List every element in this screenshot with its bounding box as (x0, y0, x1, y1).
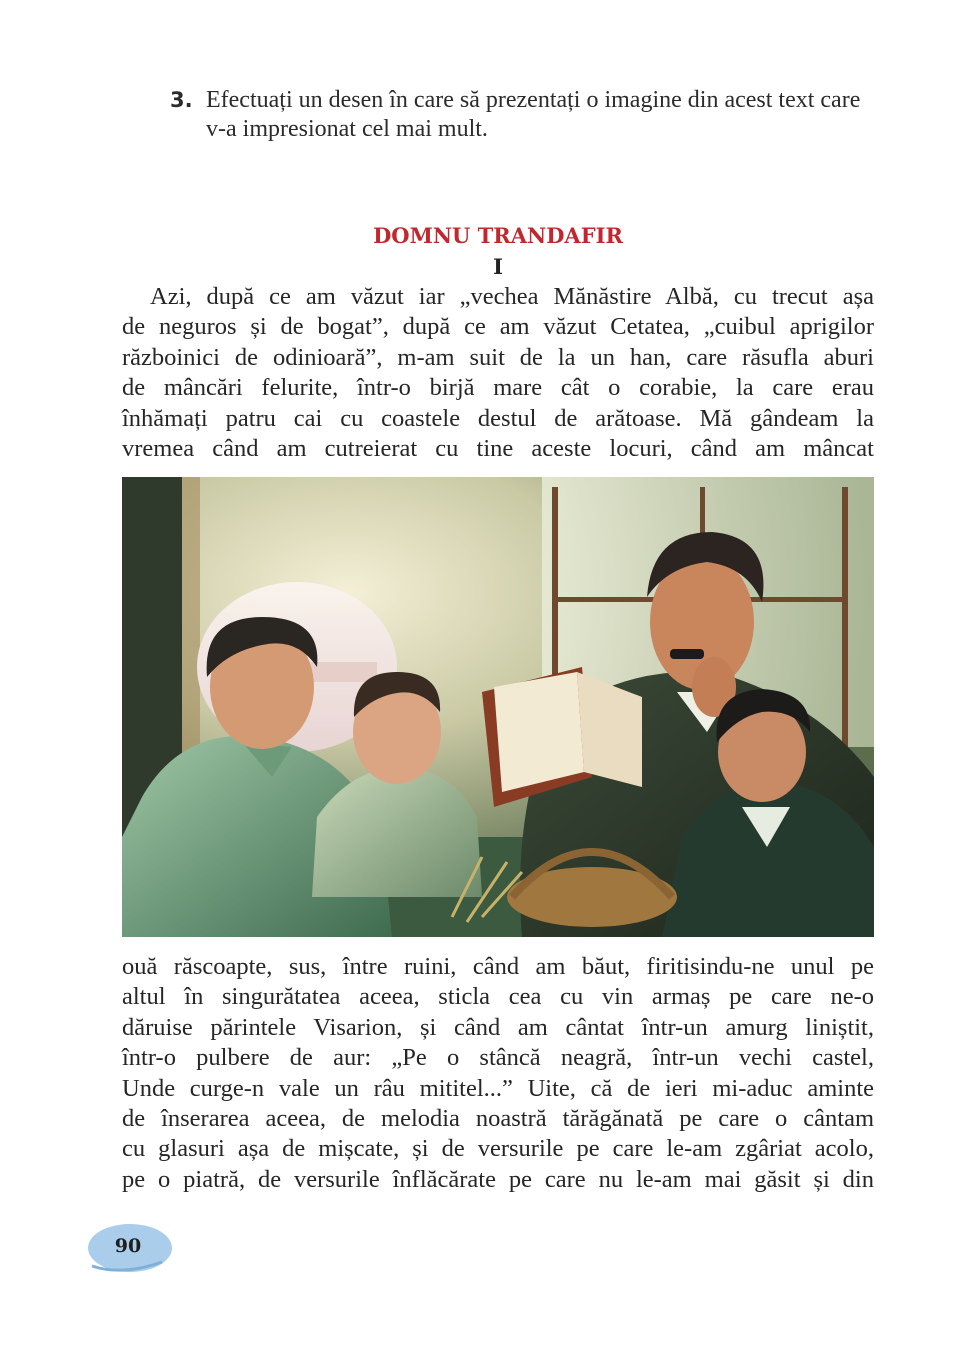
text-line: de neguros și de bogat”, după ce am văzut Cetatea, „cuibul aprigilor (122, 313, 874, 341)
paragraph-after-illustration (122, 952, 874, 1195)
text-line: războinici de odinioară”, m-am suit de la un han, care răsufla aburi (122, 343, 874, 371)
text-line: într-o pulbere de aur: „Pe o stâncă neagră, într-un vechi castel, (122, 1044, 874, 1072)
paragraph-before-illustration (122, 282, 874, 464)
page-number: 90 (114, 1235, 142, 1257)
text-line: ouă răscoapte, sus, între ruini, când am băut, firitisindu-ne unul pe (122, 953, 874, 980)
text-line: vremea când am cutreierat cu tine aceste locuri, când am mâncat (122, 435, 874, 463)
text-line: Azi, după ce am văzut iar „vechea Mănăstire Albă, cu trecut așa (150, 283, 874, 310)
text-line: altul în singurătatea aceea, sticla cea cu vin armaș pe care ne-o (122, 983, 874, 1011)
text-line: Unde curge-n vale un râu mititel...” Uite, că de ieri mi-aduc aminte (122, 1074, 874, 1102)
text-line: înhămați patru cai cu coastele destul de arătoase. Mă gândeam la (122, 404, 874, 432)
text-line: de înserarea aceea, de melodia noastră tărăgănată pe care o cântam (122, 1105, 874, 1133)
task-text: Efectuați un desen în care să prezentați o imagine din acest text care v-a impresionat cel mai mult. (206, 87, 861, 142)
text-line: pe o piatră, de versurile înflăcărate pe care nu le-am mai găsit și din (122, 1165, 874, 1193)
text-line: cu glasuri așa de mișcate, și de versurile pe care le-am zgâriat acolo, (122, 1135, 874, 1163)
text-line: de mâncări felurite, într-o birjă mare cât o corabie, la care erau (122, 374, 874, 402)
chapter-number: I (493, 254, 503, 279)
task-number: 3. (170, 88, 193, 112)
story-illustration (122, 477, 874, 937)
story-title: DOMNU TRANDAFIR (373, 223, 623, 248)
text-line: dăruise părintele Visarion, și când am cântat într-un amurg liniștit, (122, 1013, 874, 1041)
